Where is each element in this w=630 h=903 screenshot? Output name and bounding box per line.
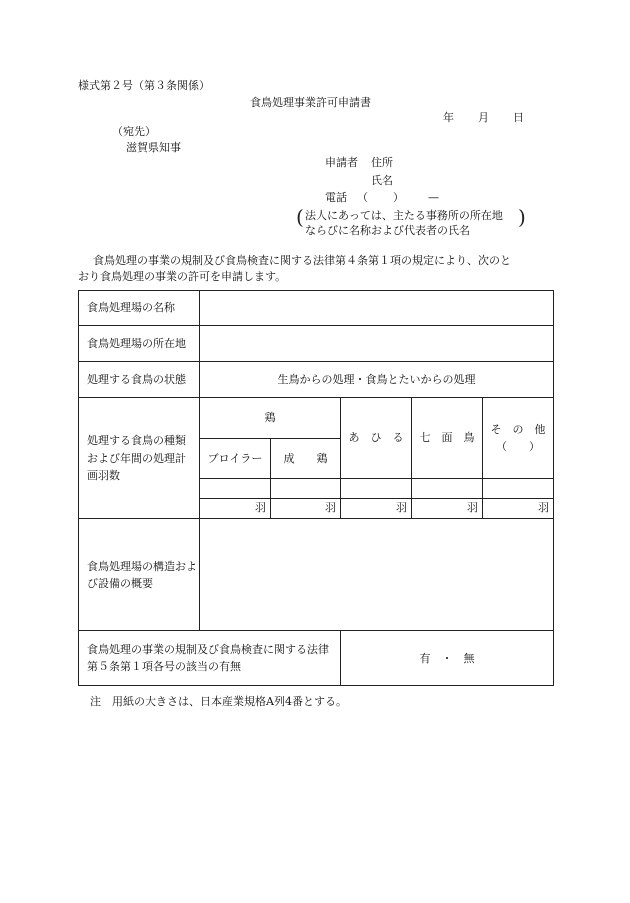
col-chicken-header: 鶏 <box>200 398 341 439</box>
form-title: 食鳥処理事業許可申請書 <box>250 96 371 109</box>
addressee: 滋賀県知事 <box>126 141 181 154</box>
broiler-count-field[interactable] <box>200 479 271 499</box>
body-text-line1: 食鳥処理の事業の規制及び食鳥検査に関する法律第４条第１項の規定により、次のと <box>93 254 511 267</box>
col-broiler-header: ブロイラー <box>200 439 271 479</box>
structure-field[interactable] <box>200 519 554 631</box>
corp-note-line1: 法人にあっては、主たる事務所の所在地 <box>305 209 503 222</box>
broiler-unit: 羽 <box>200 499 271 519</box>
facility-name-field[interactable] <box>200 291 554 326</box>
applicability-value[interactable]: 有 ・ 無 <box>341 631 554 686</box>
application-table <box>78 290 554 686</box>
applicant-label: 申請者 <box>325 156 358 169</box>
col-duck-header: あ ひ る <box>341 398 412 479</box>
phone-dash: — <box>428 191 439 204</box>
body-text-line2: おり食鳥処理の事業の許可を申請します。 <box>78 270 287 283</box>
col-other-header <box>483 398 554 479</box>
date-year: 年 <box>443 111 454 124</box>
adult-chicken-unit: 羽 <box>271 499 341 519</box>
bird-kind-label: 処理する食鳥の種類および年間の処理計画羽数 <box>79 398 200 519</box>
row-structure <box>79 519 554 631</box>
row-facility-location <box>79 326 554 362</box>
row-applicability <box>79 631 554 686</box>
bird-state-label: 処理する食鳥の状態 <box>79 362 200 398</box>
duck-count-field[interactable] <box>341 479 412 499</box>
applicability-label: 食鳥処理の事業の規制及び食鳥検査に関する法律第５条第１項各号の該当の有無 <box>79 631 341 686</box>
structure-label: 食鳥処理場の構造および設備の概要 <box>79 519 200 631</box>
name-label: 氏名 <box>371 174 393 187</box>
col-other-paren: （ ） <box>496 440 541 453</box>
col-turkey-header: 七 面 鳥 <box>412 398 483 479</box>
adult-chicken-count-field[interactable] <box>271 479 341 499</box>
address-label: 住所 <box>371 156 393 169</box>
phone-close-paren: ） <box>393 191 404 204</box>
row-bird-state <box>79 362 554 398</box>
row-facility-name <box>79 291 554 326</box>
date-month: 月 <box>478 111 489 124</box>
corp-note-line2: ならびに名称および代表者の氏名 <box>305 224 470 237</box>
facility-location-label: 食鳥処理場の所在地 <box>79 326 200 362</box>
phone-open-paren: （ <box>357 191 368 204</box>
row-bird-kind-header-1 <box>79 398 554 439</box>
footer-note: 注 用紙の大きさは、日本産業規格A列4番とする。 <box>90 695 347 708</box>
form-number: 様式第２号（第３条関係） <box>78 79 210 92</box>
other-unit: 羽 <box>483 499 554 519</box>
turkey-unit: 羽 <box>412 499 483 519</box>
facility-location-field[interactable] <box>200 326 554 362</box>
facility-name-label: 食鳥処理場の名称 <box>79 291 200 326</box>
turkey-count-field[interactable] <box>412 479 483 499</box>
col-other-label: そ の 他 <box>490 422 546 436</box>
bird-state-value[interactable]: 生鳥からの処理・食鳥とたいからの処理 <box>200 362 554 398</box>
addressee-label: （宛先） <box>112 125 156 138</box>
corp-note-open-bracket: ( <box>296 205 304 229</box>
col-adult-chicken-header: 成 鶏 <box>271 439 341 479</box>
corp-note-close-bracket: ) <box>518 205 526 229</box>
date-day: 日 <box>513 111 524 124</box>
phone-label: 電話 <box>325 191 347 204</box>
duck-unit: 羽 <box>341 499 412 519</box>
other-count-field[interactable] <box>483 479 554 499</box>
